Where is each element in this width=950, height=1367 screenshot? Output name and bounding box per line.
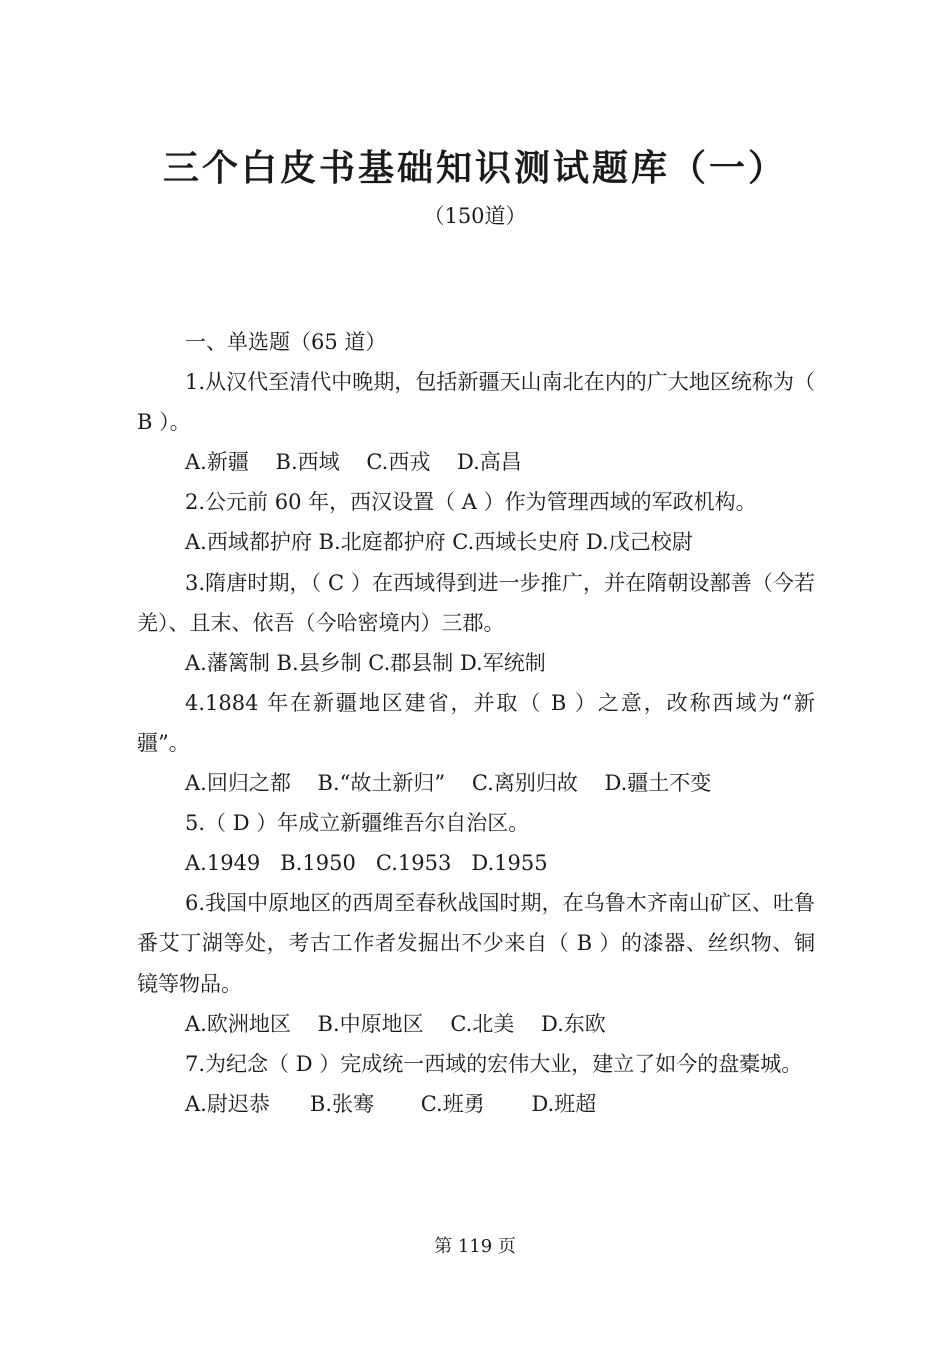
question-stem: 6.我国中原地区的西周至春秋战国时期，在乌鲁木齐南山矿区、吐鲁番艾丁湖等处，考古工作者发掘出不少来自（ B ）的漆器、丝织物、铜镜等物品。 (137, 891, 815, 996)
question-options: A.回归之都 B.“故土新归” C.离别归故 D.疆土不变 (185, 771, 712, 796)
question-options: A.藩篱制 B.县乡制 C.郡县制 D.军统制 (185, 650, 546, 675)
question-options: A.1949 B.1950 C.1953 D.1955 (185, 851, 548, 876)
question-options: A.新疆 B.西域 C.西戎 D.高昌 (185, 450, 522, 475)
question-options: A.西域都护府 B.北庭都护府 C.西域长史府 D.戊己校尉 (185, 530, 693, 555)
question-stem: 5.（ D ）年成立新疆维吾尔自治区。 (185, 811, 530, 836)
question-stem: 2.公元前 60 年，西汉设置（ A ）作为管理西域的军政机构。 (185, 490, 757, 515)
document-subtitle: （150道） (423, 204, 527, 228)
document-body (137, 322, 815, 1124)
section-heading: 一、单选题（65 道） (185, 330, 387, 354)
question-stem: 7.为纪念（ D ）完成统一西域的宏伟大业，建立了如今的盘橐城。 (185, 1051, 803, 1076)
question-options: A.欧洲地区 B.中原地区 C.北美 D.东欧 (185, 1011, 606, 1036)
question-stem: 1.从汉代至清代中晚期，包括新疆天山南北在内的广大地区统称为（ B ）。 (137, 370, 815, 435)
question-options: A.尉迟恭 B.张骞 C.班勇 D.班超 (185, 1091, 597, 1116)
document-title: 三个白皮书基础知识测试题库（一） (162, 147, 787, 189)
question-stem: 3.隋唐时期，（ C ）在西域得到进一步推广，并在隋朝设鄯善（今若羌）、且末、依吾（今哈密境内）三郡。 (137, 570, 815, 635)
page-number: 第 119 页 (434, 1236, 516, 1257)
question-stem: 4.1884 年在新疆地区建省，并取（ B ）之意，改称西域为“新疆”。 (137, 690, 815, 755)
